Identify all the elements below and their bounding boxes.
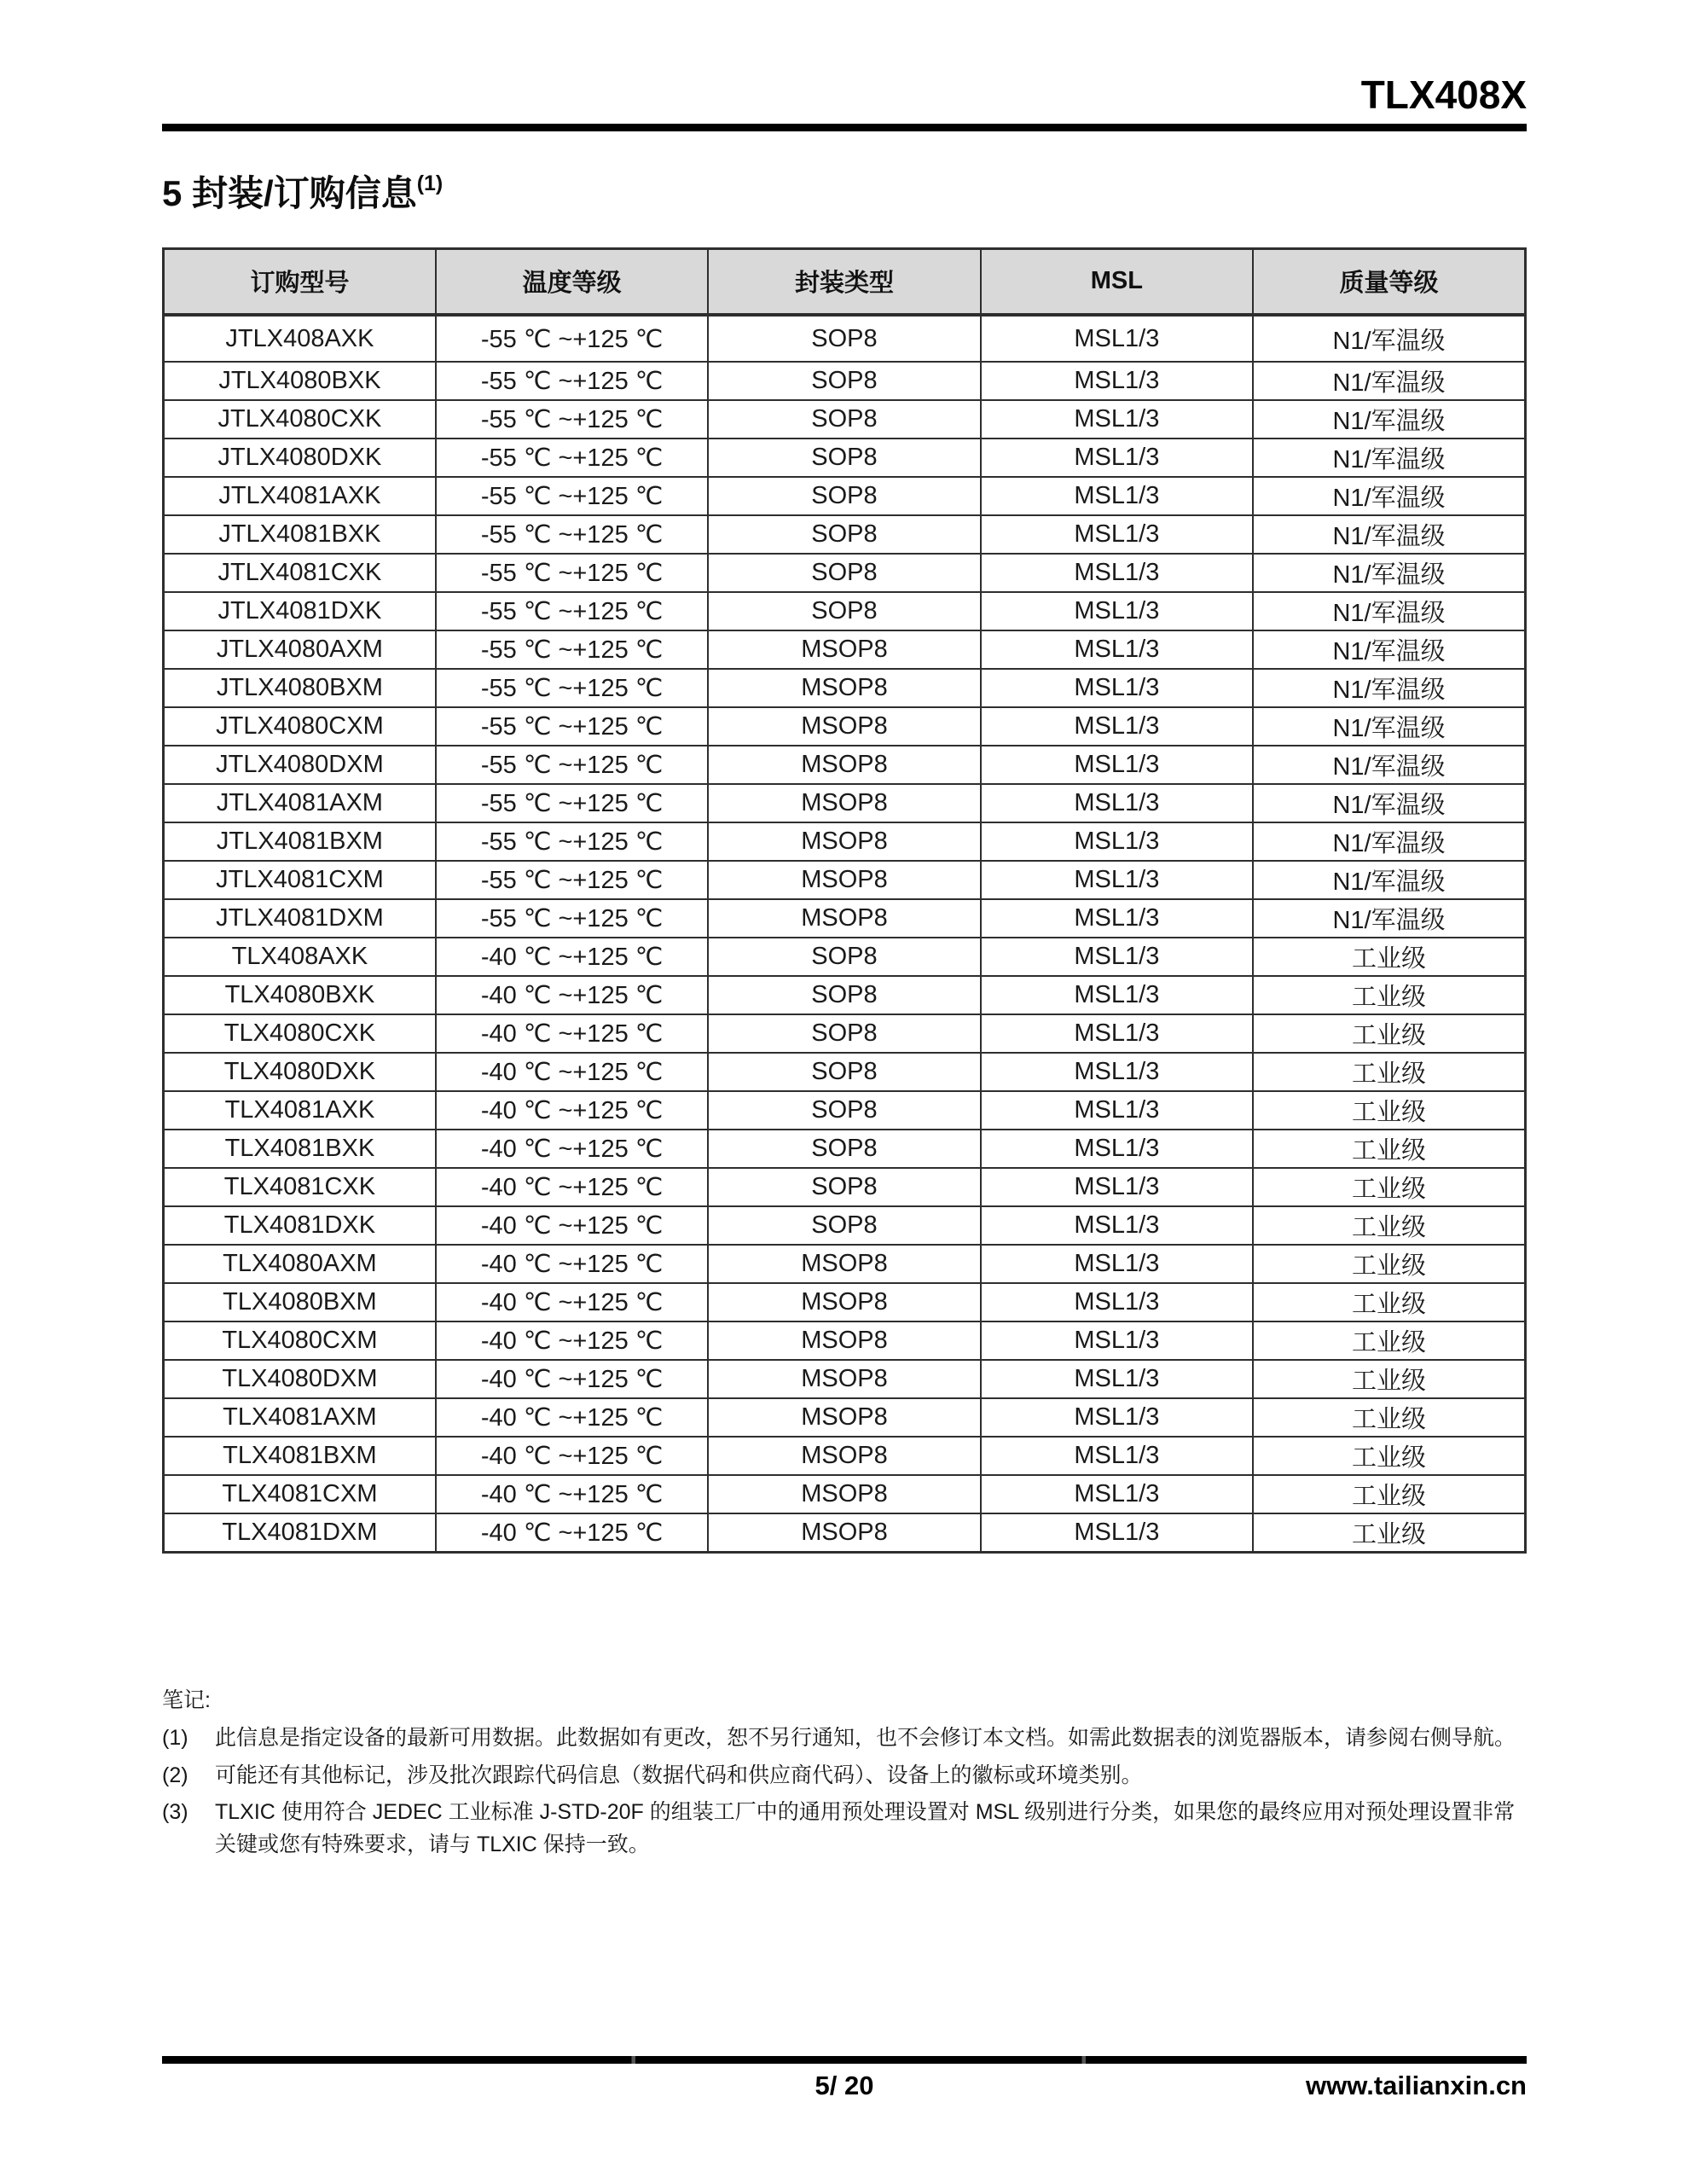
table-cell: MSL1/3: [981, 1014, 1253, 1053]
table-cell: -55 ℃ ~+125 ℃: [436, 899, 708, 938]
table-cell: MSOP8: [708, 1513, 980, 1553]
table-row: [164, 439, 1526, 477]
table-cell: 工业级: [1253, 1053, 1525, 1091]
table-cell: MSL1/3: [981, 976, 1253, 1014]
table-cell: MSL1/3: [981, 1321, 1253, 1360]
column-header-part-number: 订购型号: [164, 248, 436, 315]
note-1-label: (1): [162, 1726, 188, 1751]
table-cell: 工业级: [1253, 1245, 1525, 1283]
table-cell: MSOP8: [708, 669, 980, 707]
table-cell: JTLX4080DXM: [164, 746, 436, 784]
table-cell: TLX4081BXM: [164, 1437, 436, 1475]
website-link: www.tailianxin.cn: [1306, 2071, 1527, 2100]
notes-section: [162, 1683, 1527, 1861]
table-row: [164, 822, 1526, 861]
table-cell: N1/军温级: [1253, 784, 1525, 822]
table-row: [164, 515, 1526, 554]
table-cell: -40 ℃ ~+125 ℃: [436, 976, 708, 1014]
table-row: [164, 1321, 1526, 1360]
note-2-text: 可能还有其他标记，涉及批次跟踪代码信息（数据代码和供应商代码）、设备上的徽标或环境类别。: [215, 1763, 1143, 1787]
table-cell: 工业级: [1253, 1513, 1525, 1553]
table-cell: JTLX4081DXM: [164, 899, 436, 938]
table-row: [164, 707, 1526, 746]
table-cell: N1/军温级: [1253, 477, 1525, 515]
table-cell: MSL1/3: [981, 1437, 1253, 1475]
table-cell: MSL1/3: [981, 554, 1253, 592]
table-cell: MSOP8: [708, 899, 980, 938]
doc-title: TLX408X: [1360, 73, 1527, 117]
table-cell: MSL1/3: [981, 938, 1253, 976]
table-cell: MSL1/3: [981, 439, 1253, 477]
table-cell: 工业级: [1253, 1360, 1525, 1398]
table-cell: MSOP8: [708, 1321, 980, 1360]
table-cell: 工业级: [1253, 1398, 1525, 1437]
table-cell: 工业级: [1253, 976, 1525, 1014]
note-1: [162, 1722, 1527, 1755]
table-cell: SOP8: [708, 477, 980, 515]
table-cell: JTLX4080BXK: [164, 362, 436, 400]
table-cell: SOP8: [708, 362, 980, 400]
table-cell: JTLX4080CXK: [164, 400, 436, 439]
table-cell: MSOP8: [708, 1437, 980, 1475]
table-cell: JTLX4081CXM: [164, 861, 436, 899]
table-row: [164, 1014, 1526, 1053]
table-row: [164, 1206, 1526, 1245]
table-cell: SOP8: [708, 515, 980, 554]
section-footnote-ref: (1): [416, 171, 443, 195]
table-cell: 工业级: [1253, 1130, 1525, 1168]
table-cell: 工业级: [1253, 1168, 1525, 1206]
table-cell: SOP8: [708, 1091, 980, 1130]
table-cell: -40 ℃ ~+125 ℃: [436, 1014, 708, 1053]
section-number: 5: [162, 172, 193, 213]
table-cell: MSL1/3: [981, 1053, 1253, 1091]
table-cell: MSL1/3: [981, 1245, 1253, 1283]
table-cell: -40 ℃ ~+125 ℃: [436, 1513, 708, 1553]
table-cell: SOP8: [708, 1168, 980, 1206]
table-cell: MSL1/3: [981, 1475, 1253, 1513]
table-cell: 工业级: [1253, 1475, 1525, 1513]
table-cell: 工业级: [1253, 938, 1525, 976]
table-cell: 工业级: [1253, 1206, 1525, 1245]
table-cell: MSL1/3: [981, 1206, 1253, 1245]
table-row: [164, 1437, 1526, 1475]
table-cell: TLX4081BXK: [164, 1130, 436, 1168]
table-row: [164, 746, 1526, 784]
table-cell: SOP8: [708, 1053, 980, 1091]
table-cell: N1/军温级: [1253, 400, 1525, 439]
table-cell: JTLX4080AXM: [164, 630, 436, 669]
table-cell: N1/军温级: [1253, 746, 1525, 784]
table-cell: MSL1/3: [981, 899, 1253, 938]
table-cell: MSOP8: [708, 1283, 980, 1321]
table-cell: TLX4080BXK: [164, 976, 436, 1014]
table-cell: TLX4081DXK: [164, 1206, 436, 1245]
table-cell: JTLX4081DXK: [164, 592, 436, 630]
table-cell: TLX4081AXK: [164, 1091, 436, 1130]
table-row: [164, 315, 1526, 362]
table-row: [164, 1245, 1526, 1283]
table-cell: SOP8: [708, 439, 980, 477]
note-1-text: 此信息是指定设备的最新可用数据。此数据如有更改，恕不另行通知，也不会修订本文档。如需此数据表的浏览器版本，请参阅右侧导航。: [215, 1726, 1516, 1751]
table-cell: MSL1/3: [981, 477, 1253, 515]
page-number: 5/ 20: [815, 2071, 874, 2100]
table-row: [164, 1130, 1526, 1168]
table-cell: 工业级: [1253, 1437, 1525, 1475]
table-cell: -55 ℃ ~+125 ℃: [436, 861, 708, 899]
table-cell: N1/军温级: [1253, 669, 1525, 707]
table-cell: MSL1/3: [981, 1091, 1253, 1130]
table-cell: N1/军温级: [1253, 861, 1525, 899]
column-header-quality-grade: 质量等级: [1253, 248, 1525, 315]
ordering-info-table: [162, 247, 1527, 1554]
table-cell: N1/军温级: [1253, 899, 1525, 938]
notes-heading: 笔记:: [162, 1688, 211, 1713]
table-cell: -40 ℃ ~+125 ℃: [436, 1168, 708, 1206]
table-cell: N1/军温级: [1253, 630, 1525, 669]
table-cell: JTLX4081BXK: [164, 515, 436, 554]
table-cell: TLX4080DXM: [164, 1360, 436, 1398]
table-cell: -40 ℃ ~+125 ℃: [436, 1091, 708, 1130]
table-cell: MSL1/3: [981, 784, 1253, 822]
table-row: [164, 861, 1526, 899]
table-cell: N1/军温级: [1253, 362, 1525, 400]
table-cell: MSL1/3: [981, 1360, 1253, 1398]
table-cell: MSOP8: [708, 630, 980, 669]
page-header: [162, 0, 1527, 131]
table-cell: N1/军温级: [1253, 707, 1525, 746]
table-cell: MSOP8: [708, 1475, 980, 1513]
table-cell: -55 ℃ ~+125 ℃: [436, 477, 708, 515]
table-cell: 工业级: [1253, 1091, 1525, 1130]
table-row: [164, 1398, 1526, 1437]
table-cell: MSL1/3: [981, 669, 1253, 707]
table-cell: -55 ℃ ~+125 ℃: [436, 554, 708, 592]
table-row: [164, 669, 1526, 707]
table-cell: MSL1/3: [981, 1130, 1253, 1168]
table-cell: MSOP8: [708, 1398, 980, 1437]
table-cell: TLX4081DXM: [164, 1513, 436, 1553]
table-cell: MSL1/3: [981, 315, 1253, 362]
table-cell: JTLX4080DXK: [164, 439, 436, 477]
table-cell: -55 ℃ ~+125 ℃: [436, 707, 708, 746]
table-cell: SOP8: [708, 592, 980, 630]
table-cell: N1/军温级: [1253, 554, 1525, 592]
table-cell: MSOP8: [708, 784, 980, 822]
table-row: [164, 1475, 1526, 1513]
table-cell: JTLX408AXK: [164, 315, 436, 362]
column-header-temperature-grade: 温度等级: [436, 248, 708, 315]
table-row: [164, 1053, 1526, 1091]
table-cell: N1/军温级: [1253, 592, 1525, 630]
table-cell: TLX4080AXM: [164, 1245, 436, 1283]
table-cell: -55 ℃ ~+125 ℃: [436, 315, 708, 362]
table-cell: -55 ℃ ~+125 ℃: [436, 439, 708, 477]
table-cell: SOP8: [708, 554, 980, 592]
table-cell: MSL1/3: [981, 400, 1253, 439]
table-cell: MSOP8: [708, 1360, 980, 1398]
table-cell: SOP8: [708, 938, 980, 976]
table-cell: MSL1/3: [981, 707, 1253, 746]
table-cell: TLX4080BXM: [164, 1283, 436, 1321]
table-cell: N1/军温级: [1253, 515, 1525, 554]
table-cell: SOP8: [708, 400, 980, 439]
table-cell: SOP8: [708, 315, 980, 362]
table-row: [164, 400, 1526, 439]
table-row: [164, 1168, 1526, 1206]
table-cell: -40 ℃ ~+125 ℃: [436, 938, 708, 976]
table-cell: -40 ℃ ~+125 ℃: [436, 1245, 708, 1283]
table-cell: JTLX4080CXM: [164, 707, 436, 746]
table-cell: TLX408AXK: [164, 938, 436, 976]
table-cell: -55 ℃ ~+125 ℃: [436, 362, 708, 400]
table-row: [164, 899, 1526, 938]
table-cell: SOP8: [708, 1206, 980, 1245]
table-cell: MSOP8: [708, 822, 980, 861]
page-footer: [162, 2056, 1527, 2105]
table-cell: -55 ℃ ~+125 ℃: [436, 400, 708, 439]
table-cell: MSL1/3: [981, 1398, 1253, 1437]
table-cell: MSL1/3: [981, 1283, 1253, 1321]
footer-row: [162, 2071, 1527, 2105]
table-cell: JTLX4081AXK: [164, 477, 436, 515]
table-cell: MSOP8: [708, 861, 980, 899]
table-cell: SOP8: [708, 976, 980, 1014]
table-cell: N1/军温级: [1253, 315, 1525, 362]
table-cell: -40 ℃ ~+125 ℃: [436, 1475, 708, 1513]
table-cell: -55 ℃ ~+125 ℃: [436, 592, 708, 630]
table-cell: JTLX4081AXM: [164, 784, 436, 822]
table-cell: SOP8: [708, 1130, 980, 1168]
table-row: [164, 592, 1526, 630]
table-cell: TLX4080CXM: [164, 1321, 436, 1360]
table-header: [164, 248, 1526, 315]
table-cell: MSL1/3: [981, 362, 1253, 400]
column-header-package-type: 封装类型: [708, 248, 980, 315]
note-3-label: (3): [162, 1800, 188, 1825]
table-cell: -55 ℃ ~+125 ℃: [436, 630, 708, 669]
table-row: [164, 630, 1526, 669]
table-cell: -40 ℃ ~+125 ℃: [436, 1283, 708, 1321]
table-cell: MSL1/3: [981, 592, 1253, 630]
table-cell: MSOP8: [708, 746, 980, 784]
table-cell: -40 ℃ ~+125 ℃: [436, 1437, 708, 1475]
table-cell: -55 ℃ ~+125 ℃: [436, 746, 708, 784]
table-cell: MSOP8: [708, 707, 980, 746]
note-2-label: (2): [162, 1763, 188, 1787]
table-cell: TLX4080CXK: [164, 1014, 436, 1053]
section-title-text: 封装/订购信息: [192, 172, 417, 213]
table-row: [164, 1091, 1526, 1130]
section-title: [162, 166, 1527, 217]
table-row: [164, 362, 1526, 400]
table-cell: -40 ℃ ~+125 ℃: [436, 1206, 708, 1245]
table-cell: MSL1/3: [981, 746, 1253, 784]
note-3: [162, 1797, 1527, 1861]
table-cell: MSL1/3: [981, 1168, 1253, 1206]
table-cell: MSL1/3: [981, 1513, 1253, 1553]
header-divider: [162, 124, 1527, 131]
table-row: [164, 1513, 1526, 1553]
table-cell: -40 ℃ ~+125 ℃: [436, 1053, 708, 1091]
footer-divider: [162, 2056, 1527, 2064]
table-cell: -40 ℃ ~+125 ℃: [436, 1130, 708, 1168]
note-3-text: TLXIC 使用符合 JEDEC 工业标准 J-STD-20F 的组装工厂中的通用预处理设置对 MSL 级别进行分类，如果您的最终应用对预处理设置非常关键或您有特殊要求，请与 TLXIC 保持一致。: [215, 1800, 1516, 1856]
table-row: [164, 976, 1526, 1014]
table-cell: MSL1/3: [981, 630, 1253, 669]
table-cell: 工业级: [1253, 1283, 1525, 1321]
table-cell: -55 ℃ ~+125 ℃: [436, 669, 708, 707]
table-row: [164, 784, 1526, 822]
table-cell: -40 ℃ ~+125 ℃: [436, 1398, 708, 1437]
column-header-msl: MSL: [981, 248, 1253, 315]
table-cell: JTLX4081BXM: [164, 822, 436, 861]
table-cell: TLX4080DXK: [164, 1053, 436, 1091]
table-header-row: [164, 248, 1526, 315]
table-cell: -55 ℃ ~+125 ℃: [436, 822, 708, 861]
table-cell: 工业级: [1253, 1014, 1525, 1053]
table-cell: MSOP8: [708, 1245, 980, 1283]
table-cell: TLX4081CXK: [164, 1168, 436, 1206]
table-cell: -40 ℃ ~+125 ℃: [436, 1360, 708, 1398]
table-cell: TLX4081AXM: [164, 1398, 436, 1437]
table-cell: -55 ℃ ~+125 ℃: [436, 515, 708, 554]
table-cell: -40 ℃ ~+125 ℃: [436, 1321, 708, 1360]
table-cell: -55 ℃ ~+125 ℃: [436, 784, 708, 822]
table-cell: N1/军温级: [1253, 822, 1525, 861]
table-row: [164, 477, 1526, 515]
table-body: [164, 315, 1526, 1553]
table-row: [164, 938, 1526, 976]
table-cell: JTLX4080BXM: [164, 669, 436, 707]
table-row: [164, 1360, 1526, 1398]
table-cell: 工业级: [1253, 1321, 1525, 1360]
table-row: [164, 1283, 1526, 1321]
table-row: [164, 554, 1526, 592]
table-cell: MSL1/3: [981, 861, 1253, 899]
table-cell: N1/军温级: [1253, 439, 1525, 477]
table-cell: SOP8: [708, 1014, 980, 1053]
table-cell: JTLX4081CXK: [164, 554, 436, 592]
table-cell: MSL1/3: [981, 822, 1253, 861]
note-2: [162, 1760, 1527, 1792]
table-cell: TLX4081CXM: [164, 1475, 436, 1513]
table-cell: MSL1/3: [981, 515, 1253, 554]
